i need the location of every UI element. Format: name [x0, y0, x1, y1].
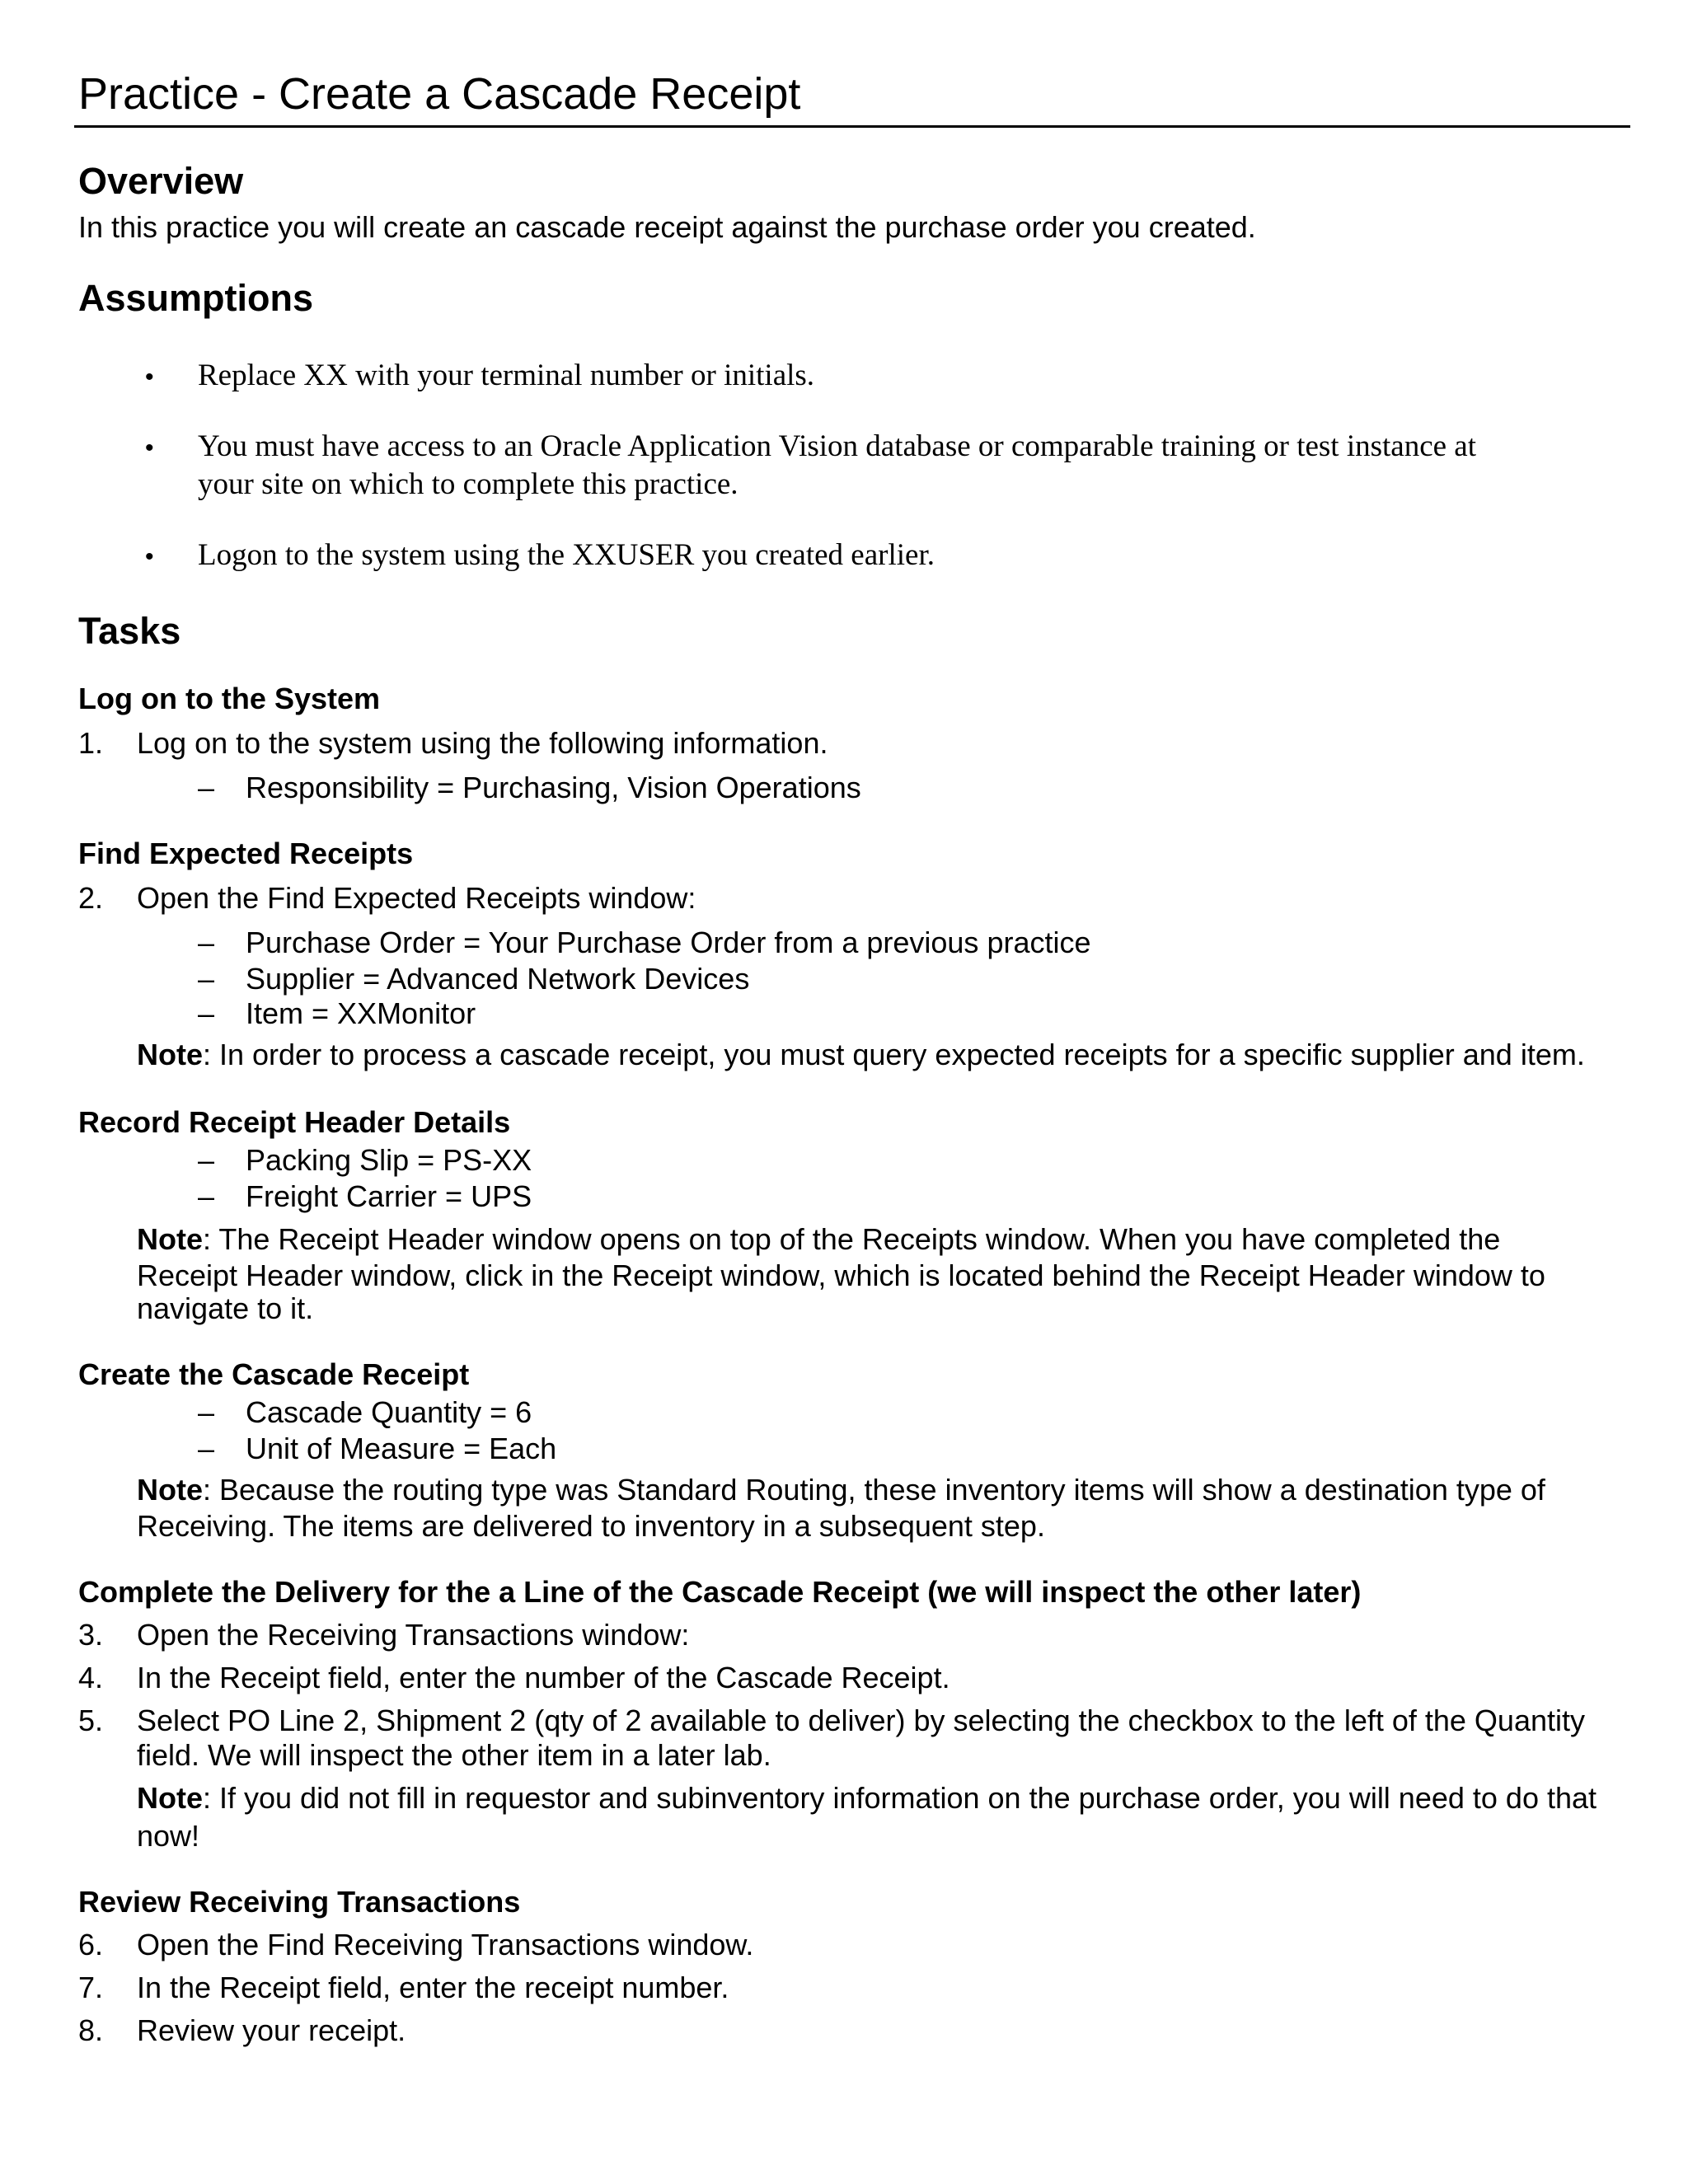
assumption-item: Logon to the system using the XXUSER you created earlier. — [198, 538, 935, 572]
dash-bullet: – — [198, 1432, 215, 1465]
section-heading: Log on to the System — [78, 682, 381, 715]
note-line-continued: now! — [137, 1819, 200, 1853]
step-text: Review your receipt. — [137, 2013, 406, 2047]
sub-item: Freight Carrier = UPS — [246, 1179, 532, 1213]
bullet-icon: • — [145, 543, 154, 570]
sub-item: Supplier = Advanced Network Devices — [246, 962, 750, 996]
page-title: Practice - Create a Cascade Receipt — [78, 69, 801, 119]
step-number: 2. — [78, 881, 104, 915]
dash-bullet: – — [198, 996, 215, 1030]
tasks-heading: Tasks — [78, 610, 181, 652]
step-text: Log on to the system using the following information. — [137, 726, 828, 760]
assumption-item-continued: your site on which to complete this practice. — [198, 467, 738, 501]
dash-bullet: – — [198, 1395, 215, 1429]
step-text: In the Receipt field, enter the number of the Cascade Receipt. — [137, 1661, 950, 1694]
dash-bullet: – — [198, 1179, 215, 1213]
section-heading: Complete the Delivery for the a Line of the Cascade Receipt (we will inspect the other later) — [78, 1575, 1362, 1609]
sub-item: Packing Slip = PS-XX — [246, 1143, 532, 1177]
title-underline — [74, 125, 1630, 128]
dash-bullet: – — [198, 962, 215, 996]
assumption-item: You must have access to an Oracle Application Vision database or comparable training or test instance at — [198, 429, 1477, 463]
section-heading: Find Expected Receipts — [78, 837, 414, 870]
step-number: 8. — [78, 2013, 104, 2047]
note-line-continued: Receipt Header window, click in the Receipt window, which is located behind the Receipt Header window to — [137, 1258, 1545, 1292]
note-line — [137, 1037, 1585, 1073]
sub-item: Purchase Order = Your Purchase Order from a previous practice — [246, 926, 1091, 959]
note-line — [137, 1221, 1500, 1258]
step-number: 6. — [78, 1928, 104, 1961]
bullet-icon: • — [145, 434, 154, 462]
step-text: Open the Find Receiving Transactions window. — [137, 1928, 754, 1961]
sub-item: Item = XXMonitor — [246, 996, 476, 1030]
note-text: : In order to process a cascade receipt, you must query expected receipts for a specific supplier and item. — [203, 1038, 1585, 1071]
note-line-continued: navigate to it. — [137, 1291, 314, 1325]
step-text-continued: field. We will inspect the other item in a later lab. — [137, 1738, 771, 1772]
sub-item: Unit of Measure = Each — [246, 1432, 557, 1465]
overview-heading: Overview — [78, 160, 244, 202]
note-line-continued: Receiving. The items are delivered to inventory in a subsequent step. — [137, 1509, 1045, 1543]
step-text: Open the Receiving Transactions window: — [137, 1618, 690, 1652]
overview-text: In this practice you will create an cascade receipt against the purchase order you created. — [78, 210, 1256, 244]
note-text: : The Receipt Header window opens on top of the Receipts window. When you have completed the — [203, 1222, 1501, 1256]
section-heading: Create the Cascade Receipt — [78, 1357, 470, 1391]
step-text: In the Receipt field, enter the receipt number. — [137, 1971, 729, 2004]
step-number: 4. — [78, 1661, 104, 1694]
step-number: 1. — [78, 726, 104, 760]
note-text: : Because the routing type was Standard Routing, these inventory items will show a destination type of — [203, 1473, 1545, 1507]
dash-bullet: – — [198, 1143, 215, 1177]
note-line — [137, 1472, 1545, 1508]
note-label: Note — [137, 1781, 203, 1815]
step-number: 5. — [78, 1704, 104, 1737]
section-heading: Record Receipt Header Details — [78, 1105, 511, 1139]
note-label: Note — [137, 1473, 203, 1507]
assumption-item: Replace XX with your terminal number or initials. — [198, 359, 815, 392]
step-number: 3. — [78, 1618, 104, 1652]
section-heading: Review Receiving Transactions — [78, 1885, 521, 1919]
sub-item: Responsibility = Purchasing, Vision Operations — [246, 771, 861, 804]
sub-item: Cascade Quantity = 6 — [246, 1395, 532, 1429]
step-text: Open the Find Expected Receipts window: — [137, 881, 696, 915]
note-label: Note — [137, 1222, 203, 1256]
step-number: 7. — [78, 1971, 104, 2004]
bullet-icon: • — [145, 363, 154, 391]
assumptions-heading: Assumptions — [78, 277, 314, 319]
note-text: : If you did not fill in requestor and subinventory information on the purchase order, you will need to do that — [203, 1781, 1597, 1815]
dash-bullet: – — [198, 926, 215, 959]
step-text: Select PO Line 2, Shipment 2 (qty of 2 available to deliver) by selecting the checkbox to the left of the Quantity — [137, 1704, 1585, 1737]
note-line — [137, 1780, 1597, 1816]
dash-bullet: – — [198, 771, 215, 804]
note-label: Note — [137, 1038, 203, 1071]
